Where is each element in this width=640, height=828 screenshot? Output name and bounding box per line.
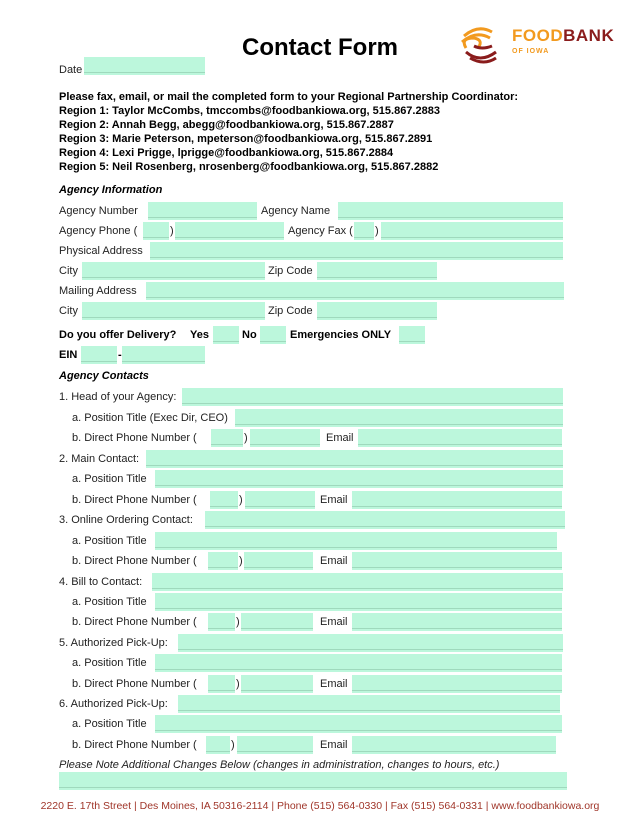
- agency-name-field[interactable]: [338, 202, 563, 220]
- contact-1-phone-label: b. Direct Phone Number (: [72, 432, 197, 444]
- physical-city-field[interactable]: [82, 262, 265, 280]
- contact-2-phone-label: b. Direct Phone Number (: [72, 494, 197, 506]
- ein-suffix-field[interactable]: [122, 346, 205, 364]
- date-field[interactable]: [84, 57, 205, 75]
- contact-1-phone-field[interactable]: [250, 429, 320, 447]
- contact-2-phone-area-field[interactable]: [210, 491, 238, 509]
- note-label: Please Note Additional Changes Below (changes in administration, changes to hours, etc.): [59, 759, 500, 771]
- delivery-no-field[interactable]: [260, 326, 286, 344]
- paren: ): [375, 225, 379, 237]
- foodbank-logo: [456, 22, 616, 66]
- contact-5-name-field[interactable]: [178, 634, 563, 652]
- contact-5-email-field[interactable]: [352, 675, 562, 693]
- contact-5-position-label: a. Position Title: [72, 657, 147, 669]
- contact-6-position-field[interactable]: [155, 715, 562, 733]
- instructions: Please fax, email, or mail the completed form to your Regional Partnership Coordinator:: [59, 91, 519, 103]
- agency-name-label: Agency Name: [261, 205, 331, 217]
- mailing-city-field[interactable]: [82, 302, 265, 320]
- contact-3-label: 3. Online Ordering Contact:: [59, 514, 193, 526]
- contact-2-position-label: a. Position Title: [72, 473, 147, 485]
- agency-fax-area-field[interactable]: [354, 222, 374, 240]
- delivery-emergencies-field[interactable]: [399, 326, 425, 344]
- paren: ): [239, 494, 243, 506]
- contact-2-name-field[interactable]: [146, 450, 563, 468]
- city-label: City: [59, 305, 78, 317]
- contact-1-position-label: a. Position Title (Exec Dir, CEO): [72, 412, 228, 424]
- contact-4-position-field[interactable]: [155, 593, 562, 611]
- paren: ): [236, 678, 240, 690]
- delivery-label: Do you offer Delivery?: [59, 329, 177, 341]
- contact-5-phone-area-field[interactable]: [208, 675, 235, 693]
- contact-5-position-field[interactable]: [155, 654, 562, 672]
- city-label: City: [59, 265, 78, 277]
- contact-1-name-field[interactable]: [182, 388, 563, 406]
- physical-address-label: Physical Address: [59, 245, 143, 257]
- contact-4-phone-area-field[interactable]: [208, 613, 235, 631]
- ein-label: EIN: [59, 349, 78, 361]
- additional-changes-field[interactable]: [59, 772, 567, 790]
- contact-3-name-field[interactable]: [205, 511, 565, 529]
- agency-number-label: Agency Number: [59, 205, 138, 217]
- no-label: No: [242, 329, 257, 341]
- paren: ): [236, 616, 240, 628]
- contact-4-label: 4. Bill to Contact:: [59, 576, 143, 588]
- paren: ): [239, 555, 243, 567]
- agency-phone-area-field[interactable]: [143, 222, 169, 240]
- agency-info-heading: Agency Information: [59, 184, 163, 196]
- agency-phone-field[interactable]: [175, 222, 284, 240]
- region-3: Region 3: Marie Peterson, mpeterson@foodbankiowa.org, 515.867.2891: [59, 133, 433, 145]
- contact-2-phone-field[interactable]: [245, 491, 315, 509]
- contact-4-phone-field[interactable]: [241, 613, 313, 631]
- contact-2-email-field[interactable]: [352, 491, 562, 509]
- contact-2-email-label: Email: [320, 494, 348, 506]
- contact-3-email-label: Email: [320, 555, 348, 567]
- contact-4-phone-label: b. Direct Phone Number (: [72, 616, 197, 628]
- mailing-address-field[interactable]: [146, 282, 564, 300]
- contact-1-email-label: Email: [326, 432, 354, 444]
- contact-6-email-label: Email: [320, 739, 348, 751]
- region-1: Region 1: Taylor McCombs, tmccombs@foodbankiowa.org, 515.867.2883: [59, 105, 440, 117]
- contact-4-email-field[interactable]: [352, 613, 562, 631]
- contact-5-email-label: Email: [320, 678, 348, 690]
- contact-1-phone-area-field[interactable]: [211, 429, 243, 447]
- contact-3-position-field[interactable]: [155, 532, 557, 550]
- contact-6-phone-label: b. Direct Phone Number (: [72, 739, 197, 751]
- region-5: Region 5: Neil Rosenberg, nrosenberg@foodbankiowa.org, 515.867.2882: [59, 161, 439, 173]
- delivery-yes-field[interactable]: [213, 326, 239, 344]
- contacts-heading: Agency Contacts: [59, 370, 149, 382]
- foodbank-swirl-icon: [456, 22, 500, 66]
- mailing-address-label: Mailing Address: [59, 285, 137, 297]
- contact-6-position-label: a. Position Title: [72, 718, 147, 730]
- contact-1-email-field[interactable]: [358, 429, 562, 447]
- contact-5-phone-field[interactable]: [241, 675, 313, 693]
- zip-label: Zip Code: [268, 305, 313, 317]
- zip-label: Zip Code: [268, 265, 313, 277]
- agency-phone-label: Agency Phone (: [59, 225, 138, 237]
- contact-5-label: 5. Authorized Pick-Up:: [59, 637, 168, 649]
- ein-prefix-field[interactable]: [81, 346, 117, 364]
- contact-5-phone-label: b. Direct Phone Number (: [72, 678, 197, 690]
- contact-6-email-field[interactable]: [352, 736, 556, 754]
- contact-6-label: 6. Authorized Pick-Up:: [59, 698, 168, 710]
- paren: ): [231, 739, 235, 751]
- emergencies-label: Emergencies ONLY: [290, 329, 392, 341]
- ein-dash: -: [118, 349, 122, 361]
- contact-6-phone-area-field[interactable]: [206, 736, 230, 754]
- contact-3-phone-label: b. Direct Phone Number (: [72, 555, 197, 567]
- agency-fax-label: Agency Fax (: [288, 225, 353, 237]
- agency-number-field[interactable]: [148, 202, 257, 220]
- logo-bank: BANK: [563, 26, 615, 45]
- contact-4-email-label: Email: [320, 616, 348, 628]
- contact-3-email-field[interactable]: [352, 552, 562, 570]
- date-label: Date: [59, 64, 83, 76]
- contact-2-label: 2. Main Contact:: [59, 453, 140, 465]
- contact-6-name-field[interactable]: [178, 695, 560, 713]
- contact-3-phone-field[interactable]: [244, 552, 313, 570]
- region-4: Region 4: Lexi Prigge, lprigge@foodbankiowa.org, 515.867.2884: [59, 147, 394, 159]
- logo-food: FOOD: [512, 26, 564, 45]
- contact-1-position-field[interactable]: [235, 409, 563, 427]
- contact-4-name-field[interactable]: [152, 573, 563, 591]
- contact-1-label: 1. Head of your Agency:: [59, 391, 177, 403]
- agency-fax-field[interactable]: [381, 222, 563, 240]
- yes-label: Yes: [190, 329, 209, 341]
- physical-address-field[interactable]: [150, 242, 563, 260]
- paren: ): [170, 225, 174, 237]
- contact-2-position-field[interactable]: [155, 470, 563, 488]
- region-2: Region 2: Annah Begg, abegg@foodbankiowa.org, 515.867.2887: [59, 119, 394, 131]
- footer-address: 2220 E. 17th Street | Des Moines, IA 50316-2114 | Phone (515) 564-0330 | Fax (515) 564-0331 | www.foodbankiowa.org: [40, 800, 600, 812]
- contact-6-phone-field[interactable]: [237, 736, 313, 754]
- page-title: Contact Form: [242, 34, 398, 61]
- contact-3-position-label: a. Position Title: [72, 535, 147, 547]
- mailing-zip-field[interactable]: [317, 302, 437, 320]
- contact-4-position-label: a. Position Title: [72, 596, 147, 608]
- logo-sub: OF IOWA: [512, 48, 550, 55]
- physical-zip-field[interactable]: [317, 262, 437, 280]
- contact-3-phone-area-field[interactable]: [208, 552, 238, 570]
- paren: ): [244, 432, 248, 444]
